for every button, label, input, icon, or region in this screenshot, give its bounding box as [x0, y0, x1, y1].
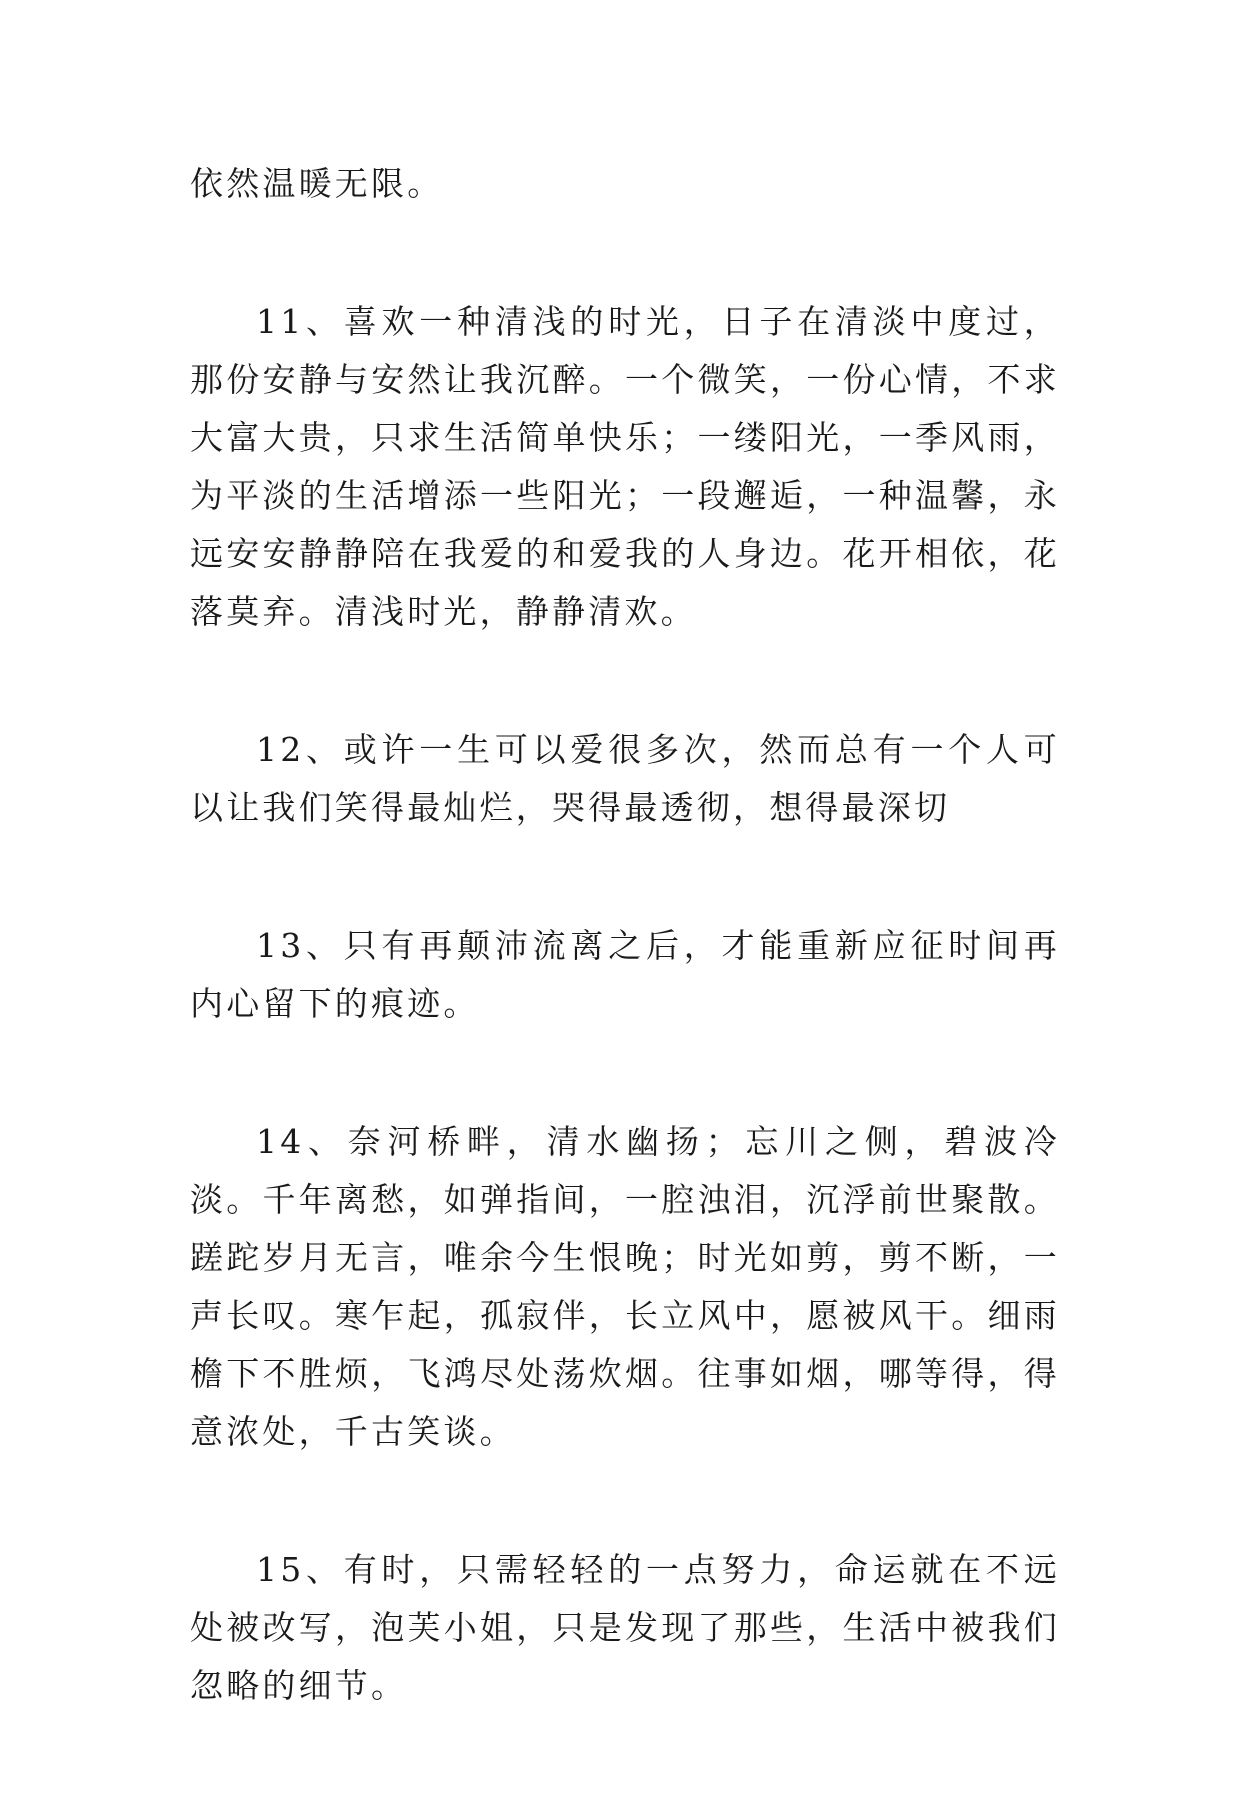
paragraph-13: 13、只有再颠沛流离之后，才能重新应征时间再内心留下的痕迹。	[190, 926, 1060, 1023]
paragraph-continuation: 依然温暖无限。	[190, 164, 444, 203]
paragraph-12: 12、或许一生可以爱很多次，然而总有一个人可以让我们笑得最灿烂，哭得最透彻，想得最深切	[190, 730, 1060, 827]
paragraph-14: 14、奈河桥畔，清水幽扬；忘川之侧，碧波冷淡。千年离愁，如弹指间，一腔浊泪，沉浮前世聚散。蹉跎岁月无言，唯余今生恨晚；时光如剪，剪不断，一声长叹。寒乍起，孤寂伴，长立风中，愿被风干。细雨檐下不胜烦，飞鸿尽处荡炊烟。往事如烟，哪等得，得意浓处，千古笑谈。	[190, 1122, 1060, 1451]
paragraph-11: 11、喜欢一种清浅的时光，日子在清淡中度过，那份安静与安然让我沉醉。一个微笑，一份心情，不求大富大贵，只求生活简单快乐；一缕阳光，一季风雨，为平淡的生活增添一些阳光；一段邂逅，一种温馨，永远安安静静陪在我爱的和爱我的人身边。花开相依，花落莫弃。清浅时光，静静清欢。	[190, 302, 1060, 631]
paragraph-15: 15、有时，只需轻轻的一点努力，命运就在不远处被改写，泡芙小姐，只是发现了那些，生活中被我们忽略的细节。	[190, 1550, 1060, 1705]
document-body	[190, 155, 1060, 1795]
